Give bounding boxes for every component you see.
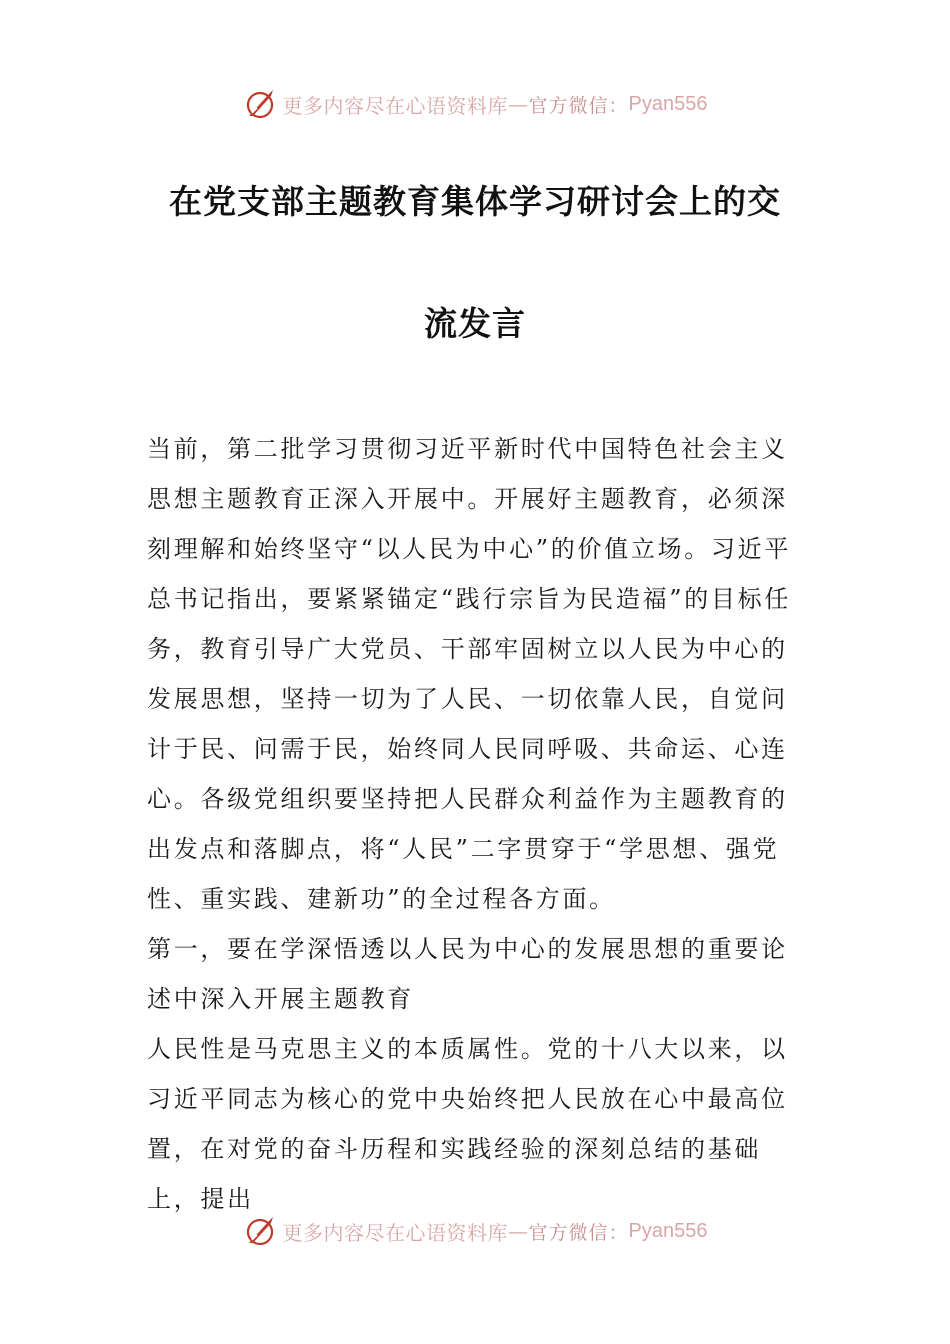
- quill-logo-icon: [243, 86, 279, 122]
- banner-dash: —: [508, 1219, 529, 1243]
- paragraph-section-1: 人民性是马克思主义的本质属性。党的十八大以来，以习近平同志为核心的党中央始终把人民放在心中最高位置，在对党的奋斗历程和实践经验的深刻总结的基础上，提出: [147, 1035, 788, 1213]
- banner-wechat-label: 官方微信：: [528, 94, 629, 117]
- banner-dash: —: [508, 92, 529, 116]
- header-banner: [0, 84, 950, 124]
- document-title-line-2: 流发言: [424, 304, 526, 343]
- document-title-line-1: 在党支部主题教育集体学习研讨会上的交: [169, 182, 781, 221]
- document-body: [147, 424, 807, 1224]
- footer-banner: [0, 1211, 950, 1251]
- banner-ad-text: 更多内容尽在心语资料库: [282, 93, 508, 118]
- quill-logo-icon: [243, 1213, 279, 1249]
- paragraph-intro: 当前，第二批学习贯彻习近平新时代中国特色社会主义思想主题教育正深入开展中。开展好主题教育，必须深刻理解和始终坚守“以人民为中心”的价值立场。习近平总书记指出，要紧紧锚定“践行宗旨为民造福”的目标任务，教育引导广大党员、干部牢固树立以人民为中心的发展思想，坚持一切为了人民、一切依靠人民，自觉问计于民、问需于民，始终同人民同呼吸、共命运、心连心。各级党组织要坚持把人民群众利益作为主题教育的出发点和落脚点，将“人民”二字贯穿于“学思想、强党性、重实践、建新功”的全过程各方面。: [147, 435, 792, 913]
- banner-wechat-id: Pyan556: [628, 92, 708, 115]
- banner-wechat-label: 官方微信：: [528, 1221, 629, 1244]
- banner-wechat-id: Pyan556: [628, 1219, 708, 1242]
- banner-ad-text: 更多内容尽在心语资料库: [282, 1220, 508, 1245]
- section-heading-1: 第一，要在学深悟透以人民为中心的发展思想的重要论述中深入开展主题教育: [147, 935, 788, 1013]
